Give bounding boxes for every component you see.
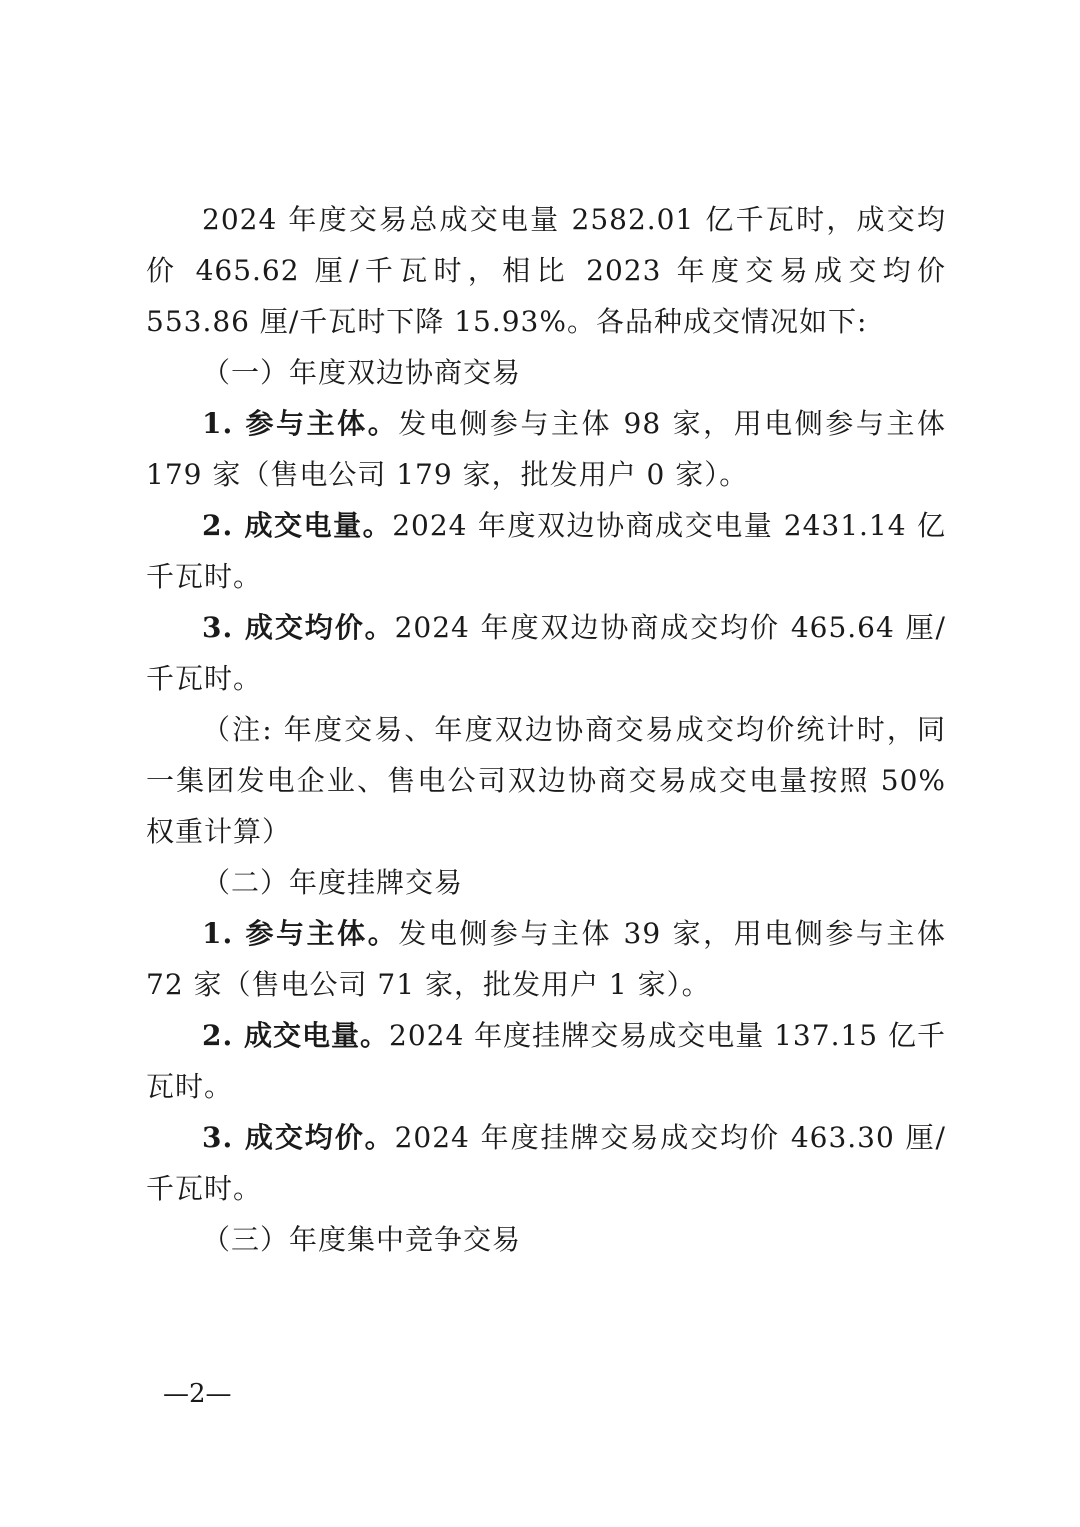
section1-item2-label: 2. 成交电量。 — [202, 509, 393, 542]
section1-item2 — [146, 500, 946, 602]
section1-item3-text: 2024 年度双边协商成交均价 465.64 厘/千瓦时。 — [146, 611, 946, 695]
section2-item1-label: 1. 参与主体。 — [202, 917, 399, 950]
section2-item3 — [146, 1112, 946, 1214]
section1-note: （注: 年度交易、年度双边协商交易成交均价统计时，同一集团发电企业、售电公司双边协商交易成交电量按照 50%权重计算） — [146, 713, 946, 848]
section1-item3-label: 3. 成交均价。 — [202, 611, 395, 644]
section2-item1-text: 发电侧参与主体 39 家，用电侧参与主体 72 家（售电公司 71 家，批发用户 1 家）。 — [146, 917, 946, 1001]
section2-item3-label: 3. 成交均价。 — [202, 1121, 395, 1154]
document-body — [146, 194, 946, 1265]
section1-item2-text: 2024 年度双边协商成交电量 2431.14 亿千瓦时。 — [146, 509, 947, 593]
section1-heading: （一）年度双边协商交易 — [202, 356, 522, 389]
section2-item1 — [146, 908, 946, 1010]
section2-item2-label: 2. 成交电量。 — [202, 1019, 390, 1052]
section1-item3 — [146, 602, 946, 704]
section2-item2 — [146, 1010, 946, 1112]
section3-heading: （三）年度集中竞争交易 — [202, 1223, 522, 1256]
section1-item1 — [146, 398, 946, 500]
summary-paragraph: 2024 年度交易总成交电量 2582.01 亿千瓦时，成交均价 465.62 厘/千瓦时，相比 2023 年度交易成交均价 553.86 厘/千瓦时下降 15.93%。各品种成交情况如下: — [146, 203, 946, 338]
page-number: —2— — [163, 1379, 232, 1409]
section1-item1-label: 1. 参与主体。 — [202, 407, 399, 440]
section2-item3-text: 2024 年度挂牌交易成交均价 463.30 厘/千瓦时。 — [146, 1121, 946, 1205]
section1-item1-text: 发电侧参与主体 98 家，用电侧参与主体 179 家（售电公司 179 家，批发用户 0 家）。 — [146, 407, 946, 491]
section2-heading: （二）年度挂牌交易 — [202, 866, 464, 899]
section2-item2-text: 2024 年度挂牌交易成交电量 137.15 亿千瓦时。 — [146, 1019, 947, 1103]
